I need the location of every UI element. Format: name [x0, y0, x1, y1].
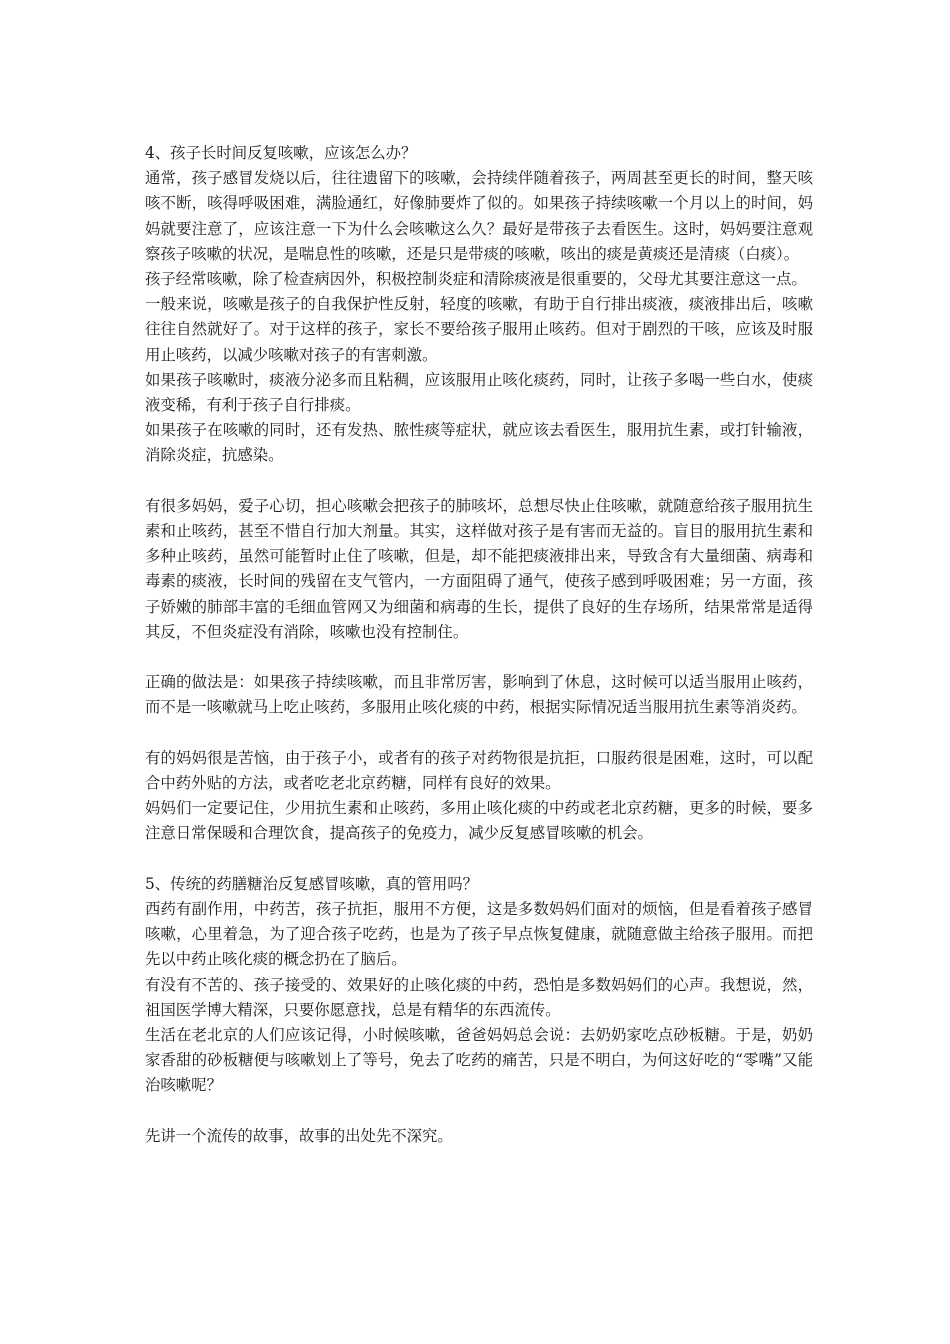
blank-line — [145, 645, 813, 670]
paragraph: 有很多妈妈，爱子心切，担心咳嗽会把孩子的肺咳坏，总想尽快止住咳嗽，就随意给孩子服用抗生素和止咳药，甚至不惜自行加大剂量。其实，这样做对孩子是有害而无益的。盲目的服用抗生素和多种止咳药，虽然可能暂时止住了咳嗽，但是，却不能把痰液排出来，导致含有大量细菌、病毒和毒素的痰液，长时间的残留在支气管内，一方面阻碍了通气，使孩子感到呼吸困难；另一方面，孩子娇嫩的肺部丰富的毛细血管网又为细菌和病毒的生长，提供了良好的生存场所，结果常常是适得其反，不但炎症没有消除，咳嗽也没有控制住。 — [145, 496, 813, 641]
paragraph: 通常，孩子感冒发烧以后，往往遗留下的咳嗽，会持续伴随着孩子，两周甚至更长的时间，整天咳咳不断，咳得呼吸困难，满脸通红，好像肺要炸了似的。如果孩子持续咳嗽一个月以上的时间，妈妈就要注意了，应该注意一下为什么会咳嗽这么久？最好是带孩子去看医生。这时，妈妈要注意观察孩子咳嗽的状况，是喘息性的咳嗽，还是只是带痰的咳嗽，咳出的痰是黄痰还是清痰（白痰）。 — [145, 169, 813, 263]
blank-line — [145, 469, 813, 494]
paragraph: 有的妈妈很是苦恼，由于孩子小，或者有的孩子对药物很是抗拒，口服药很是困难，这时，可以配合中药外贴的方法，或者吃老北京药糖，同样有良好的效果。 — [145, 748, 813, 793]
paragraph: 正确的做法是：如果孩子持续咳嗽，而且非常厉害，影响到了休息，这时候可以适当服用止咳药，而不是一咳嗽就马上吃止咳药，多服用止咳化痰的中药，根据实际情况适当服用抗生素等消炎药。 — [145, 673, 813, 717]
paragraph: 生活在老北京的人们应该记得，小时候咳嗽，爸爸妈妈总会说：去奶奶家吃点砂板糖。于是，奶奶家香甜的砂板糖便与咳嗽划上了等号，免去了吃药的痛苦，只是不明白，为何这好吃的“零嘴”又能治咳嗽呢？ — [145, 1026, 813, 1095]
paragraph: 有没有不苦的、孩子接受的、效果好的止咳化痰的中药，恐怕是多数妈妈们的心声。我想说，然，祖国医学博大精深，只要你愿意找，总是有精华的东西流传。 — [145, 975, 813, 1019]
paragraph: 一般来说，咳嗽是孩子的自我保护性反射，轻度的咳嗽，有助于自行排出痰液，痰液排出后，咳嗽往往自然就好了。对于这样的孩子，家长不要给孩子服用止咳药。但对于剧烈的干咳，应该及时服用止咳药，以减少咳嗽对孩子的有害刺激。 — [145, 295, 813, 364]
blank-line — [145, 847, 813, 872]
paragraph: 妈妈们一定要记住，少用抗生素和止咳药，多用止咳化痰的中药或老北京药糖，更多的时候，要多注意日常保暖和合理饮食，提高孩子的免疫力，减少反复感冒咳嗽的机会。 — [145, 799, 813, 843]
section-4-heading: 4、孩子长时间反复咳嗽，应该怎么办？ — [145, 144, 417, 162]
paragraph: 如果孩子咳嗽时，痰液分泌多而且粘稠，应该服用止咳化痰药，同时，让孩子多喝一些白水，使痰液变稀，有利于孩子自行排痰。 — [145, 370, 813, 415]
paragraph: 如果孩子在咳嗽的同时，还有发热、脓性痰等症状，就应该去看医生，服用抗生素，或打针输液，消除炎症，抗感染。 — [145, 421, 813, 465]
blank-line — [145, 721, 813, 746]
section-5-heading: 5、传统的药膳糖治反复感冒咳嗽，真的管用吗？ — [145, 874, 478, 893]
blank-line — [145, 1099, 813, 1124]
paragraph: 孩子经常咳嗽，除了检查病因外，积极控制炎症和清除痰液是很重要的，父母尤其要注意这一点。 — [145, 270, 807, 289]
paragraph: 先讲一个流传的故事，故事的出处先不深究。 — [145, 1126, 453, 1145]
document-page — [145, 141, 813, 1149]
paragraph: 西药有副作用，中药苦，孩子抗拒，服用不方便，这是多数妈妈们面对的烦恼，但是看着孩子感冒咳嗽，心里着急，为了迎合孩子吃药，也是为了孩子早点恢复健康，就随意做主给孩子服用。而把先以中药止咳化痰的概念扔在了脑后。 — [145, 900, 813, 969]
